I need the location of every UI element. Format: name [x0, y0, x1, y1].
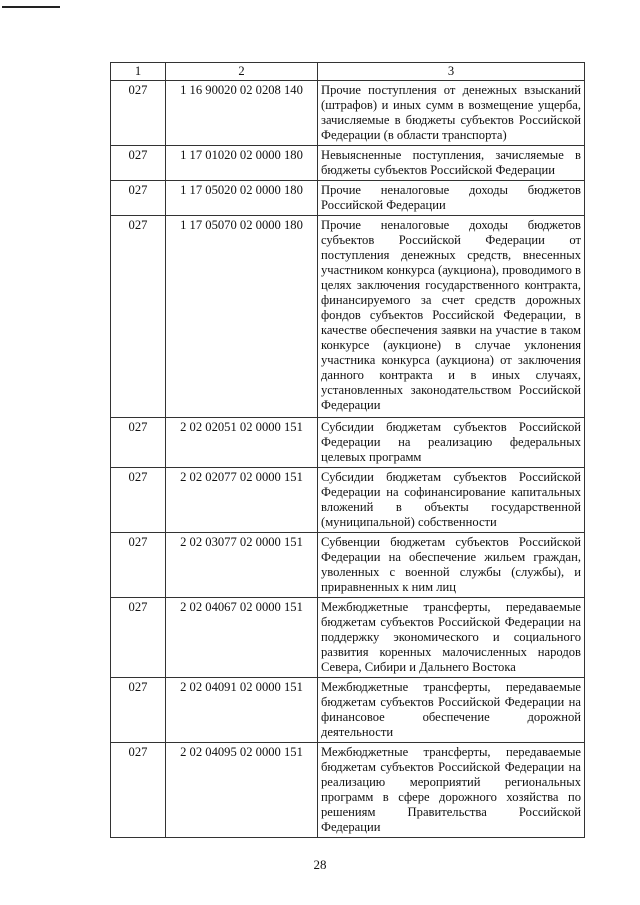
table-row	[111, 678, 585, 743]
budget-classification-code-cell: 2 02 03077 02 0000 151	[166, 533, 318, 598]
budget-classification-code-cell: 1 17 05020 02 0000 180	[166, 181, 318, 216]
budget-classification-code-cell: 2 02 04095 02 0000 151	[166, 743, 318, 838]
column-number-row	[111, 63, 585, 81]
table-row	[111, 533, 585, 598]
admin-code-cell: 027	[111, 743, 166, 838]
table-row	[111, 418, 585, 468]
revenue-description-cell: Прочие неналоговые доходы бюджетов субъектов Российской Федерации от поступления денежных средств, внесенных участником конкурса (аукциона), проводимого в целях заключения государственного контракта, финансируемого за счет средств дорожных фондов субъектов Российской Федерации, в качестве обеспечения заявки на участие в таком конкурсе (аукционе) в случае уклонения участника конкурса (аукциона) от заключения данного контракта и в иных случаях, установленных законодательством Российской Федерации	[318, 216, 585, 418]
table-row	[111, 146, 585, 181]
table-row	[111, 181, 585, 216]
table-row	[111, 743, 585, 838]
budget-classification-code-cell: 2 02 02077 02 0000 151	[166, 468, 318, 533]
table-row	[111, 598, 585, 678]
admin-code-cell: 027	[111, 598, 166, 678]
revenue-description-cell: Субвенции бюджетам субъектов Российской Федерации на обеспечение жильем граждан, уволенных с военной службы (службы), и приравненных к ним лиц	[318, 533, 585, 598]
column-header-2: 2	[166, 63, 318, 81]
budget-classification-code-cell: 2 02 04067 02 0000 151	[166, 598, 318, 678]
column-header-3: 3	[318, 63, 585, 81]
admin-code-cell: 027	[111, 468, 166, 533]
admin-code-cell: 027	[111, 146, 166, 181]
budget-classification-code-cell: 1 17 01020 02 0000 180	[166, 146, 318, 181]
revenue-description-cell: Невыясненные поступления, зачисляемые в бюджеты субъектов Российской Федерации	[318, 146, 585, 181]
budget-classification-code-cell: 1 16 90020 02 0208 140	[166, 81, 318, 146]
revenue-description-cell: Прочие поступления от денежных взысканий (штрафов) и иных сумм в возмещение ущерба, зачисляемые в бюджеты субъектов Российской Федерации (в области транспорта)	[318, 81, 585, 146]
table-row	[111, 216, 585, 418]
revenue-codes-table	[110, 62, 585, 838]
revenue-description-cell: Межбюджетные трансферты, передаваемые бюджетам субъектов Российской Федерации на реализацию мероприятий региональных программ в сфере дорожного хозяйства по решениям Правительства Российской Федерации	[318, 743, 585, 838]
table-row	[111, 468, 585, 533]
admin-code-cell: 027	[111, 216, 166, 418]
admin-code-cell: 027	[111, 418, 166, 468]
admin-code-cell: 027	[111, 181, 166, 216]
revenue-description-cell: Прочие неналоговые доходы бюджетов Российской Федерации	[318, 181, 585, 216]
admin-code-cell: 027	[111, 678, 166, 743]
budget-classification-code-cell: 1 17 05070 02 0000 180	[166, 216, 318, 418]
budget-classification-code-cell: 2 02 04091 02 0000 151	[166, 678, 318, 743]
page-number: 28	[313, 857, 327, 872]
table-row	[111, 81, 585, 146]
revenue-description-cell: Межбюджетные трансферты, передаваемые бюджетам субъектов Российской Федерации на поддержку экономического и социального развития коренных малочисленных народов Севера, Сибири и Дальнего Востока	[318, 598, 585, 678]
top-rule-mark	[2, 6, 60, 8]
revenue-description-cell: Субсидии бюджетам субъектов Российской Федерации на софинансирование капитальных вложений в объекты государственной (муниципальной) собственности	[318, 468, 585, 533]
budget-classification-code-cell: 2 02 02051 02 0000 151	[166, 418, 318, 468]
revenue-description-cell: Субсидии бюджетам субъектов Российской Федерации на реализацию федеральных целевых программ	[318, 418, 585, 468]
admin-code-cell: 027	[111, 533, 166, 598]
revenue-description-cell: Межбюджетные трансферты, передаваемые бюджетам субъектов Российской Федерации на финансовое обеспечение дорожной деятельности	[318, 678, 585, 743]
admin-code-cell: 027	[111, 81, 166, 146]
column-header-1: 1	[111, 63, 166, 81]
